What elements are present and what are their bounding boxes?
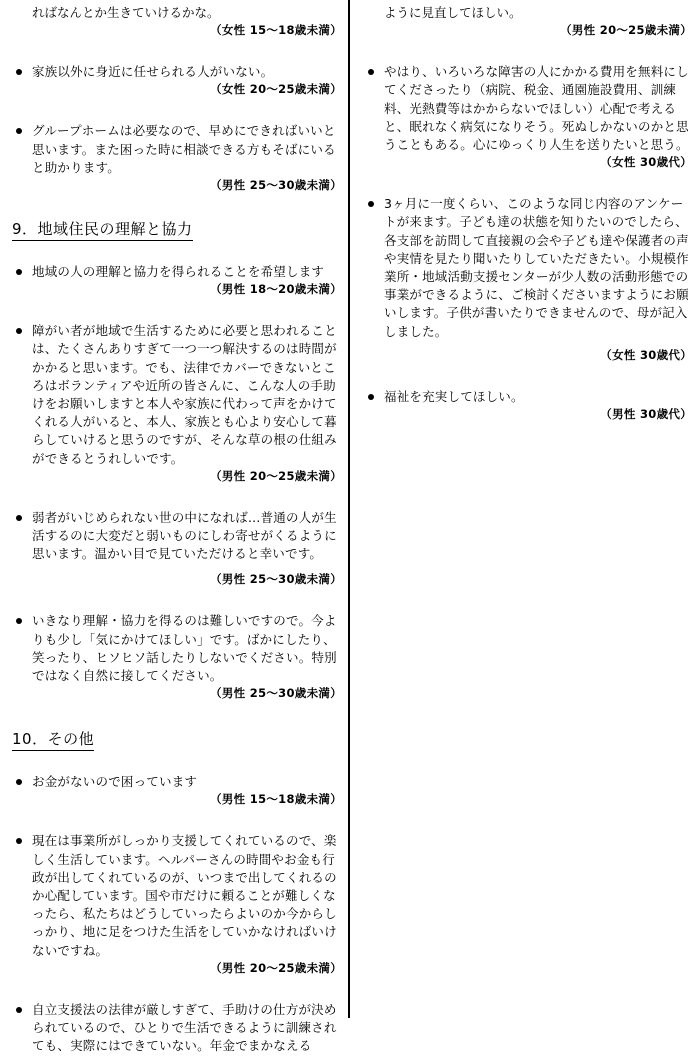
- respondent-attribution: （男性 20～25歳未満）: [210, 960, 342, 975]
- bullet-icon: [368, 394, 374, 400]
- left-column: [12, 0, 342, 1056]
- continuation-text: ように見直してほしい。: [384, 5, 522, 20]
- comment-text: お金がないので困っています: [32, 774, 198, 790]
- respondent-attribution: （男性 25～30歳未満）: [210, 572, 342, 587]
- comment-text: 現在は事業所がしっかり支援してくれているので、楽しく生活しています。ヘルパーさんの時間やお金も行政が出してくれているのが、いつまで出してくれるのか心配しています。国や市だけに頼ることが難しくなったら、私たちはどうしていったらよいのか今からしっかり、地に足をつけた生活をしていかなければいけないですね。: [32, 833, 337, 958]
- bullet-icon: [16, 515, 22, 521]
- bullet-icon: [16, 269, 22, 275]
- list-item: [12, 1001, 342, 1056]
- list-item: [364, 388, 692, 423]
- list-item: [12, 773, 342, 808]
- list-item: [12, 322, 342, 485]
- respondent-attribution: （女性 30歳代）: [600, 155, 692, 170]
- list-item: [12, 263, 342, 298]
- respondent-attribution: （男性 20～25歳未満）: [560, 23, 692, 38]
- right-column: [364, 0, 692, 447]
- comment-text: 福祉を充実してほしい。: [384, 388, 524, 404]
- comment-text: 自立支援法の法律が厳しすぎて、手助けの仕方が決められているので、ひとりで生活できるように訓練されても、実際にはできていない。年金でまかなえる: [32, 1001, 337, 1054]
- respondent-attribution: （男性 20～25歳未満）: [210, 468, 342, 483]
- bullet-icon: [368, 69, 374, 75]
- respondent-attribution: （女性 15～18歳未満）: [210, 23, 342, 38]
- respondent-attribution: （女性 20～25歳未満）: [210, 82, 342, 97]
- bullet-icon: [16, 779, 22, 785]
- comment-text: 家族以外に身近に任せられる人がいない。: [32, 64, 274, 80]
- respondent-attribution: （女性 30歳代）: [600, 347, 692, 362]
- comment-text: やはり、いろいろな障害の人にかかる費用を無料にしてくださったり（病院、税金、通園施設費用、訓練料、光熱費等はかからないでほしい）心配で考えると、眠れなく病気になりそう。死ぬしかないのかと思うこともある。心にゆっくり人生を送りたいと思う。: [384, 64, 689, 153]
- bullet-icon: [16, 838, 22, 844]
- list-item: [364, 63, 692, 171]
- bullet-icon: [16, 1007, 22, 1013]
- comment-text: 障がい者が地域で生活するために必要と思われることは、たくさんありすぎて一つ一つ解決するのは時間がかかると思います。でも、法律でカバーできないところはボランティアや近所の皆さんに、こんな人の手助けをお願いしますと本人や家族に代わって声をかけてくれる人がいると、本人、家族とも心より安心して暮らしていけると思うのですが、そんな草の根の仕組みができるとうれしいです。: [32, 323, 337, 466]
- respondent-attribution: （男性 30歳代）: [600, 407, 692, 422]
- list-item: [364, 195, 692, 364]
- section-heading: 10．その他: [12, 728, 94, 751]
- bullet-icon: [16, 69, 22, 75]
- respondent-attribution: （男性 15～18歳未満）: [210, 792, 342, 807]
- comment-text: 地域の人の理解と協力を得られることを希望します: [32, 264, 325, 280]
- list-item: [12, 612, 342, 702]
- bullet-icon: [16, 128, 22, 134]
- comment-text: グループホームは必要なので、早めにできればいいと思います。また困った時に相談できる方もそばにいると助かります。: [32, 123, 336, 175]
- continuation-text: ればなんとか生きていけるかな。: [32, 5, 220, 20]
- bullet-icon: [16, 328, 22, 334]
- right-continuation: [364, 4, 692, 39]
- respondent-attribution: （男性 25～30歳未満）: [210, 686, 342, 701]
- section-10: [12, 728, 342, 1055]
- respondent-attribution: （男性 18～20歳未満）: [210, 282, 342, 297]
- list-item: [12, 832, 342, 976]
- list-item: [12, 63, 342, 98]
- section-heading: 9．地域住民の理解と協力: [12, 218, 193, 241]
- section-9: [12, 218, 342, 702]
- column-divider: [348, 0, 350, 1018]
- left-continuation: [12, 4, 342, 39]
- comment-text: 3ヶ月に一度くらい、このような同じ内容のアンケートが来ます。子ども達の状態を知りたいのでしたら、各支部を訪問して直接親の会や子ども達や保護者の声や実情を見たり聞いたりしていただきたい。小規模作業所・地域活動支援センターが少人数の活動形態での事業ができるように、ご検討くださいますようにお願いします。子供が書いたりできませんので、母が記入しました。: [384, 196, 689, 339]
- bullet-icon: [368, 201, 374, 207]
- list-item: [12, 122, 342, 194]
- list-item: [12, 509, 342, 589]
- bullet-icon: [16, 618, 22, 624]
- respondent-attribution: （男性 25～30歳未満）: [210, 178, 342, 193]
- comment-text: 弱者がいじめられない世の中になれば…普通の人が生活するのに大変だと弱いものにしわ寄せがくるように思います。温かい目で見ていただけると幸いです。: [32, 509, 337, 562]
- comment-text: いきなり理解・協力を得るのは難しいですので。今よりも少し「気にかけてほしい」です。ばかにしたり、笑ったり、ヒソヒソ話したりしないでください。特別ではなく自然に接してください。: [32, 613, 337, 684]
